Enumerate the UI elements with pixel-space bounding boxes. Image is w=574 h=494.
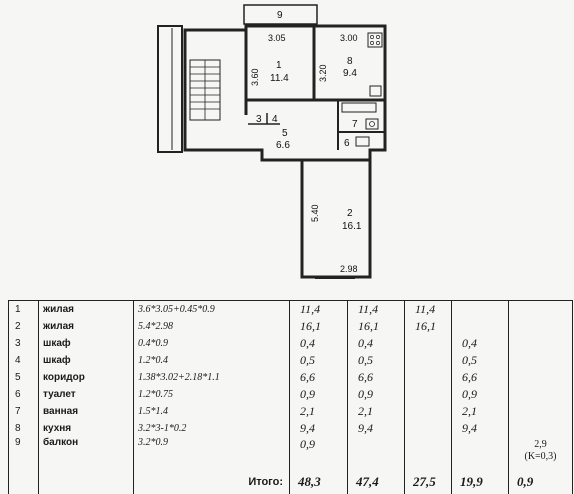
cell-name: кухня xyxy=(39,420,134,437)
dim-room2-width: 2.98 xyxy=(340,264,358,274)
cell-total: 9,4 xyxy=(290,420,348,437)
cell-no: 3 xyxy=(9,335,39,352)
toilet-icon xyxy=(356,137,369,146)
cell-name: ванная xyxy=(39,403,134,420)
room-label-3: 3 xyxy=(256,114,262,125)
room-label-6: 6 xyxy=(344,138,350,149)
cell-no: 9 xyxy=(9,437,39,470)
cell-total: 11,4 xyxy=(290,301,348,319)
room-area-2: 16.1 xyxy=(342,221,362,232)
cell-loggia xyxy=(509,369,573,386)
cell-main: 2,1 xyxy=(348,403,405,420)
totals-cell xyxy=(39,470,134,494)
dim-room8-width: 3.00 xyxy=(340,33,358,43)
cell-loggia xyxy=(509,318,573,335)
cell-total: 0,9 xyxy=(290,437,348,470)
cell-main: 11,4 xyxy=(348,301,405,319)
cell-no: 7 xyxy=(9,403,39,420)
cell-total: 0,9 xyxy=(290,386,348,403)
room-label-8: 8 xyxy=(347,56,353,67)
totals-cell: 19,9 xyxy=(452,470,509,494)
cell-no: 4 xyxy=(9,352,39,369)
cell-living xyxy=(405,352,452,369)
stair-steps xyxy=(190,60,220,120)
cell-name: коридор xyxy=(39,369,134,386)
table-row xyxy=(9,352,573,369)
cell-loggia xyxy=(509,403,573,420)
bathtub-icon xyxy=(342,103,376,112)
cell-name: шкаф xyxy=(39,335,134,352)
cell-aux: 0,4 xyxy=(452,335,509,352)
cell-no: 1 xyxy=(9,301,39,319)
room-area-5: 6.6 xyxy=(276,140,290,151)
table-row xyxy=(9,386,573,403)
totals-cell: 48,3 xyxy=(290,470,348,494)
cell-loggia xyxy=(509,437,573,470)
sink-icon xyxy=(366,119,378,129)
table-row xyxy=(9,437,573,470)
kitchen-sink-icon xyxy=(370,86,381,96)
apartment-outer-walls xyxy=(185,26,385,277)
cell-formula: 1.2*0.4 xyxy=(134,352,290,369)
room-area-8: 9.4 xyxy=(343,68,357,79)
totals-label: Итого: xyxy=(134,470,290,494)
adjacent-wall-block xyxy=(158,26,182,152)
cell-loggia xyxy=(509,352,573,369)
table-row xyxy=(9,420,573,437)
room-label-5: 5 xyxy=(282,128,288,139)
cell-main: 0,9 xyxy=(348,386,405,403)
room-label-1: 1 xyxy=(276,60,282,71)
loggia-area: 2,9 xyxy=(534,439,547,450)
table-row xyxy=(9,318,573,335)
cell-formula: 1.38*3.02+2.18*1.1 xyxy=(134,369,290,386)
room-area-1: 11.4 xyxy=(270,73,289,84)
table-row xyxy=(9,301,573,319)
cell-aux: 0,9 xyxy=(452,386,509,403)
room-label-9: 9 xyxy=(277,10,283,21)
cell-formula: 3.6*3.05+0.45*0.9 xyxy=(134,301,290,319)
cell-main: 9,4 xyxy=(348,420,405,437)
cell-name: балкон xyxy=(39,437,134,470)
cell-formula: 1.2*0.75 xyxy=(134,386,290,403)
explication-table xyxy=(8,300,573,494)
cell-living xyxy=(405,369,452,386)
dim-room8-depth: 3.20 xyxy=(318,64,328,82)
cell-main: 0,4 xyxy=(348,335,405,352)
totals-row xyxy=(9,470,573,494)
cell-formula: 3.2*0.9 xyxy=(134,437,290,470)
room-label-2: 2 xyxy=(347,208,353,219)
table-row xyxy=(9,403,573,420)
cell-total: 16,1 xyxy=(290,318,348,335)
cell-living: 11,4 xyxy=(405,301,452,319)
cell-formula: 3.2*3-1*0.2 xyxy=(134,420,290,437)
table-row xyxy=(9,369,573,386)
dim-room1-width: 3.05 xyxy=(268,33,286,43)
cell-total: 6,6 xyxy=(290,369,348,386)
cell-living xyxy=(405,335,452,352)
cell-name: шкаф xyxy=(39,352,134,369)
cell-aux xyxy=(452,301,509,319)
cell-main: 16,1 xyxy=(348,318,405,335)
totals-cell xyxy=(9,470,39,494)
dim-room2-depth: 5.40 xyxy=(310,204,320,222)
cell-main: 6,6 xyxy=(348,369,405,386)
cell-formula: 1.5*1.4 xyxy=(134,403,290,420)
cell-name: туалет xyxy=(39,386,134,403)
cell-total: 0,4 xyxy=(290,335,348,352)
cell-aux xyxy=(452,437,509,470)
cell-aux: 9,4 xyxy=(452,420,509,437)
room-label-4: 4 xyxy=(272,114,278,125)
cell-aux: 6,6 xyxy=(452,369,509,386)
cell-living: 16,1 xyxy=(405,318,452,335)
cell-formula: 5.4*2.98 xyxy=(134,318,290,335)
cell-main: 0,5 xyxy=(348,352,405,369)
totals-cell: 47,4 xyxy=(348,470,405,494)
cell-no: 5 xyxy=(9,369,39,386)
cell-no: 2 xyxy=(9,318,39,335)
cell-no: 8 xyxy=(9,420,39,437)
stove-icon xyxy=(368,33,382,47)
cell-living xyxy=(405,386,452,403)
cell-aux xyxy=(452,318,509,335)
cell-name: жилая xyxy=(39,318,134,335)
cell-living xyxy=(405,403,452,420)
cell-loggia xyxy=(509,335,573,352)
cell-total: 0,5 xyxy=(290,352,348,369)
cell-living xyxy=(405,420,452,437)
cell-loggia xyxy=(509,301,573,319)
loggia-coefficient: (K=0,3) xyxy=(524,451,557,462)
table-row xyxy=(9,335,573,352)
cell-no: 6 xyxy=(9,386,39,403)
cell-living xyxy=(405,437,452,470)
cell-total: 2,1 xyxy=(290,403,348,420)
cell-loggia xyxy=(509,420,573,437)
cell-name: жилая xyxy=(39,301,134,319)
cell-main xyxy=(348,437,405,470)
cell-aux: 0,5 xyxy=(452,352,509,369)
totals-cell: 0,9 xyxy=(509,470,573,494)
dim-room1-depth: 3.60 xyxy=(250,68,260,86)
totals-cell: 27,5 xyxy=(405,470,452,494)
cell-formula: 0.4*0.9 xyxy=(134,335,290,352)
cell-aux: 2,1 xyxy=(452,403,509,420)
room-label-7: 7 xyxy=(352,119,358,130)
cell-loggia xyxy=(509,386,573,403)
